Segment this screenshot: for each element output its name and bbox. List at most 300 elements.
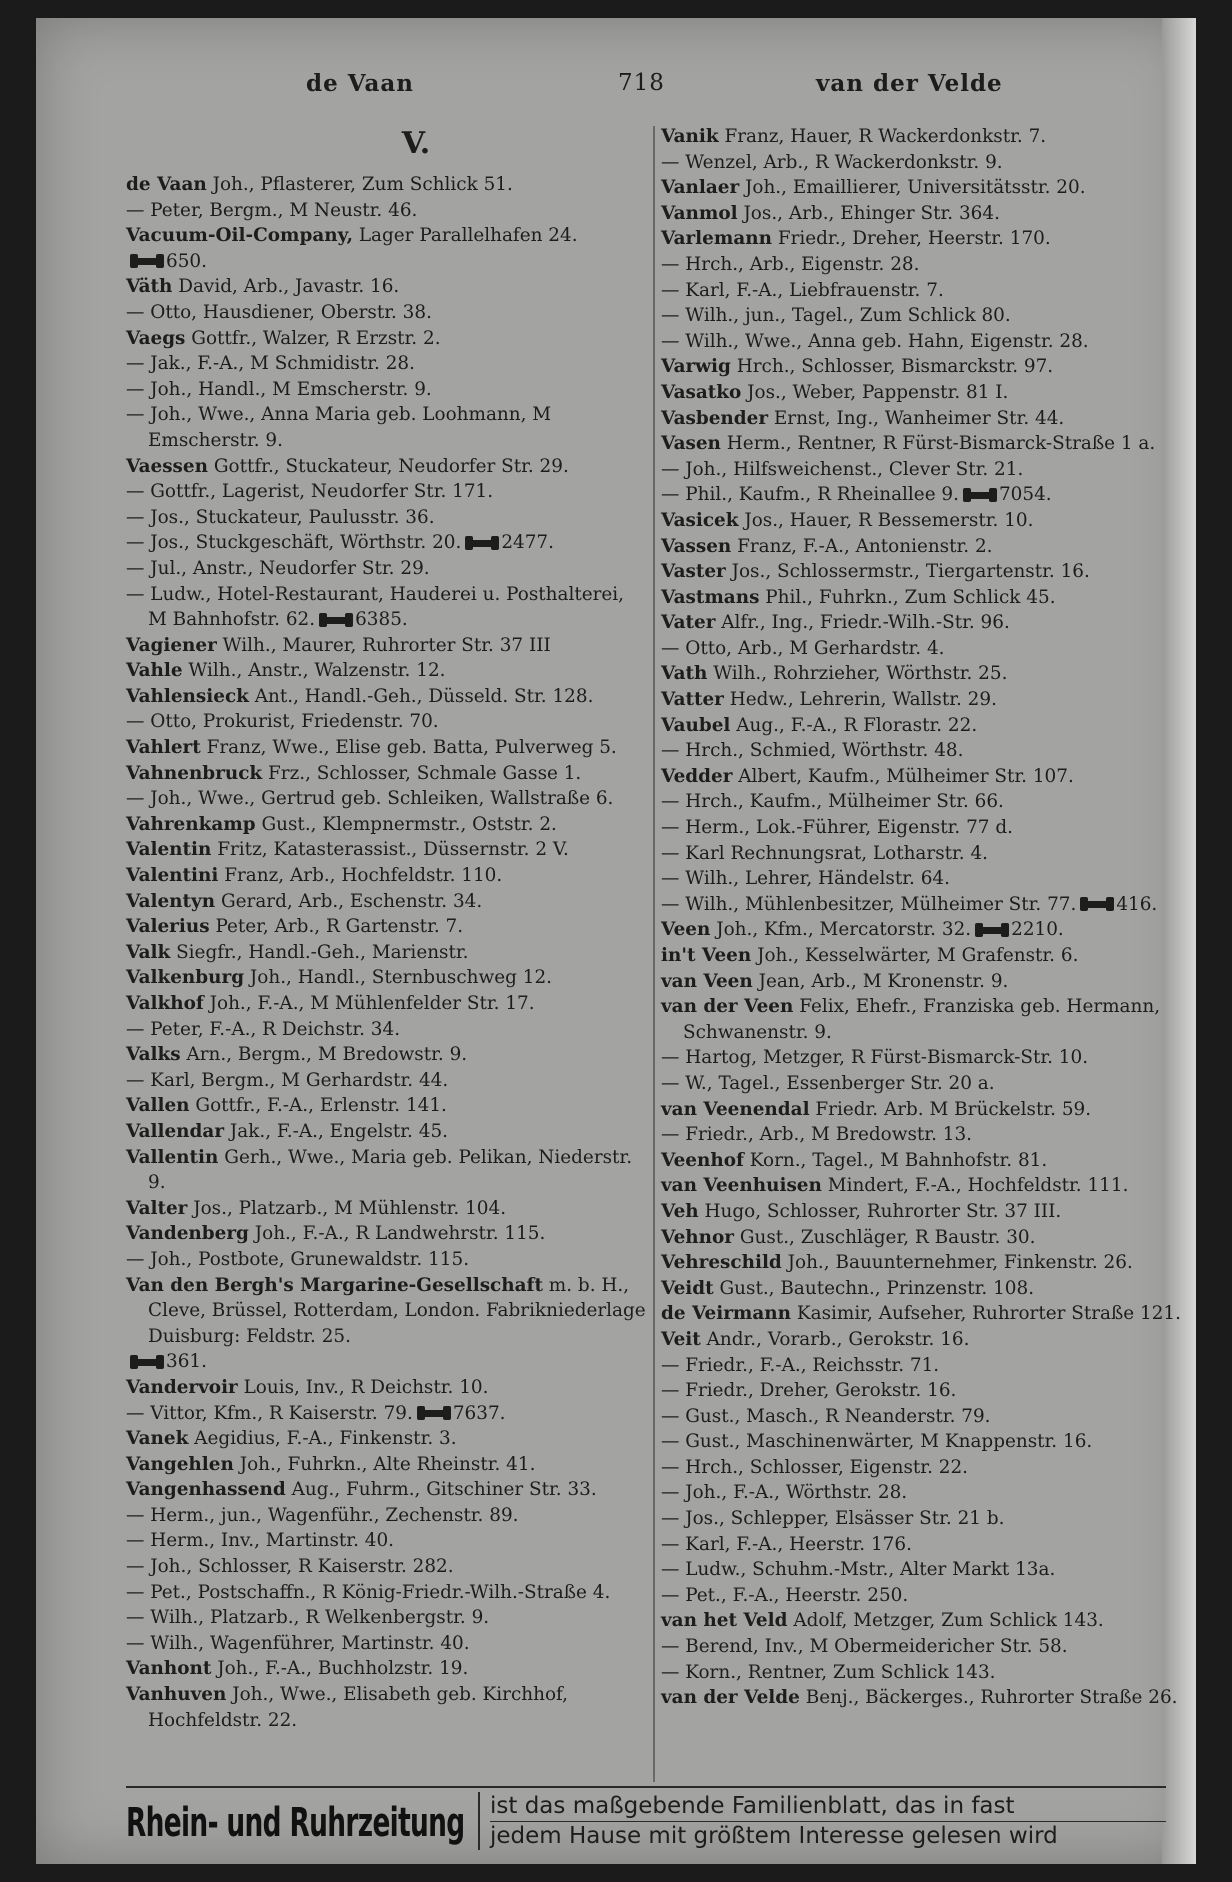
directory-entry: [126, 940, 646, 966]
entry-details: — Otto, Prokurist, Friedenstr. 70.: [126, 711, 439, 733]
entry-details: — Jos., Stuckateur, Paulusstr. 36.: [126, 506, 435, 528]
entry-surname: Vanmol: [661, 202, 738, 224]
entry-surname: Veh: [661, 1200, 699, 1222]
directory-entry: [126, 1119, 646, 1145]
directory-entry: [126, 1605, 646, 1631]
entry-details: Hugo, Schlosser, Ruhrorter Str. 37 III.: [698, 1200, 1062, 1222]
entry-surname: Valentini: [126, 865, 219, 887]
directory-entry: [126, 505, 646, 531]
entry-details: Franz, Arb., Hochfeldstr. 110.: [218, 865, 503, 887]
entry-details: David, Arb., Javastr. 16.: [172, 276, 400, 298]
entry-details: Franz, F.-A., Antonienstr. 2.: [731, 535, 993, 557]
directory-entry: [126, 249, 646, 275]
entry-details: — Karl, F.-A., Heerstr. 176.: [661, 1533, 912, 1555]
entry-details: — Friedr., Arb., M Bredowstr. 13.: [661, 1124, 973, 1146]
entry-details: — Wilh., jun., Tagel., Zum Schlick 80.: [661, 305, 1011, 327]
entry-details: Gerh., Wwe., Maria geb. Pelikan, Niederstr. 9.: [148, 1146, 633, 1194]
telephone-icon: [421, 1410, 447, 1417]
entry-details: Franz, Hauer, R Wackerdonkstr. 7.: [718, 126, 1047, 147]
directory-entry: [661, 687, 1181, 713]
entry-surname: Valkenburg: [126, 967, 245, 989]
entry-surname: van Veenhuisen: [661, 1175, 822, 1197]
directory-entry: [661, 610, 1181, 636]
directory-entry: [661, 738, 1181, 764]
directory-entry: [661, 278, 1181, 304]
entry-surname: Valentin: [126, 839, 212, 861]
directory-entry: [126, 1528, 646, 1554]
directory-entry: [661, 1685, 1181, 1711]
entry-details: Mindert, F.-A., Hochfeldstr. 111.: [821, 1175, 1129, 1197]
directory-entry: [126, 709, 646, 735]
entry-surname: Vasbender: [661, 407, 769, 429]
entry-details: — Friedr., Dreher, Gerokstr. 16.: [661, 1380, 957, 1402]
entry-surname: Vandenberg: [126, 1223, 249, 1245]
directory-entry: [126, 761, 646, 787]
entry-details: — Wilh., Platzarb., R Welkenbergstr. 9.: [126, 1607, 490, 1629]
entry-surname: Valter: [126, 1197, 188, 1219]
entry-details: Jos., Arb., Ehinger Str. 364.: [737, 202, 1000, 224]
entry-details: — W., Tagel., Essenberger Str. 20 a.: [661, 1072, 995, 1094]
entry-details: — Jos., Schlepper, Elsässer Str. 21 b.: [661, 1508, 1005, 1530]
entry-details: Gottfr., Walzer, R Erzstr. 2.: [185, 327, 441, 349]
entry-details: — Joh., Wwe., Gertrud geb. Schleiken, Wallstraße 6.: [126, 788, 614, 810]
entry-surname: Vanik: [661, 126, 719, 147]
entry-surname: Varlemann: [661, 228, 772, 250]
directory-entry: [661, 943, 1181, 969]
entry-surname: Vanhont: [126, 1658, 212, 1680]
directory-entry: [661, 252, 1181, 278]
entry-surname: Valkhof: [126, 993, 204, 1014]
telephone-icon: [134, 258, 160, 265]
entry-surname: Vaegs: [126, 327, 186, 349]
entry-surname: Valk: [126, 941, 171, 963]
entry-details: — Jul., Anstr., Neudorfer Str. 29.: [126, 557, 430, 579]
entry-details: — Herm., jun., Wagenführ., Zechenstr. 89.: [126, 1504, 519, 1526]
entry-surname: Vasatko: [661, 381, 742, 403]
advertisement-line-1: ist das maßgebende Familienblatt, das in fast: [490, 1793, 1015, 1819]
directory-entry: [126, 837, 646, 863]
entry-details: — Hrch., Schlosser, Eigenstr. 22.: [661, 1456, 969, 1478]
directory-entry: [661, 226, 1181, 252]
entry-details: — Ludw., Schuhm.-Mstr., Alter Markt 13a.: [661, 1559, 1056, 1581]
directory-entry: [126, 1042, 646, 1068]
directory-entry: [126, 684, 646, 710]
entry-surname: Vallentin: [126, 1146, 219, 1168]
entry-details: — Hrch., Schmied, Wörthstr. 48.: [661, 740, 964, 762]
entry-details: Jean, Arb., M Kronenstr. 9.: [752, 970, 1009, 992]
directory-entry: [661, 1173, 1181, 1199]
directory-entry: [661, 1353, 1181, 1379]
directory-entry: [126, 1375, 646, 1401]
directory-entry: [661, 1634, 1181, 1660]
entry-details: — Wilh., Mühlenbesitzer, Mülheimer Str. 77.: [661, 893, 1077, 915]
directory-entry: [126, 1017, 646, 1043]
entry-surname: Vanlaer: [661, 177, 740, 199]
directory-entry: [126, 351, 646, 377]
entry-surname: van Veen: [661, 970, 753, 992]
entry-details: — Hartog, Metzger, R Fürst-Bismarck-Str. 10.: [661, 1047, 1089, 1069]
entry-details: Phil., Fuhrkn., Zum Schlick 45.: [759, 586, 1056, 608]
directory-entry: [126, 1477, 646, 1503]
entry-surname: Vassen: [661, 535, 732, 557]
directory-entry: [661, 764, 1181, 790]
directory-entry: [661, 866, 1181, 892]
entry-details: — Joh., Wwe., Anna Maria geb. Loohmann, M Emscherstr. 9.: [126, 404, 552, 451]
entry-details: Kasimir, Aufseher, Ruhrorter Straße 121.: [791, 1303, 1181, 1325]
directory-entry: [126, 1221, 646, 1247]
directory-entry: [661, 1557, 1181, 1583]
directory-entry: [126, 991, 646, 1017]
entry-details: Peter, Arb., R Gartenstr. 7.: [209, 916, 464, 938]
entry-surname: Vahnenbruck: [126, 762, 263, 784]
entry-surname: Vedder: [661, 765, 733, 787]
directory-entry: [661, 1480, 1181, 1506]
right-column: [661, 124, 1181, 1711]
entry-details: Siegfr., Handl.-Geh., Marienstr.: [170, 941, 469, 963]
entry-details: Aug., F.-A., R Florastr. 22.: [730, 714, 978, 736]
entry-surname: Valentyn: [126, 890, 216, 912]
directory-entry: [661, 380, 1181, 406]
directory-page: [36, 18, 1196, 1864]
directory-entry: [661, 636, 1181, 662]
directory-entry: [661, 1429, 1181, 1455]
entry-details: — Joh., Schlosser, R Kaiserstr. 282.: [126, 1556, 454, 1578]
directory-entry: [126, 1145, 646, 1196]
directory-entry: [661, 1404, 1181, 1430]
entry-details: Joh., Fuhrkn., Alte Rheinstr. 41.: [233, 1453, 536, 1475]
directory-entry: [126, 223, 646, 249]
entry-details: Jos., Hauer, R Bessemerstr. 10.: [738, 509, 1034, 531]
entry-details: — Karl, F.-A., Liebfrauenstr. 7.: [661, 279, 944, 301]
page-number: 718: [618, 70, 665, 96]
directory-entry: [661, 457, 1181, 483]
directory-entry: [126, 530, 646, 556]
directory-entry: [126, 1093, 646, 1119]
entry-details: Hedw., Lehrerin, Wallstr. 29.: [723, 689, 997, 711]
directory-entry: [661, 1276, 1181, 1302]
entry-details: — Friedr., F.-A., Reichsstr. 71.: [661, 1354, 940, 1376]
entry-details: Adolf, Metzger, Zum Schlick 143.: [787, 1610, 1104, 1632]
telephone-number: 7054.: [998, 484, 1052, 506]
directory-entry: [126, 582, 646, 633]
entry-details: Wilh., Anstr., Walzenstr. 12.: [182, 660, 446, 682]
directory-entry: [126, 1452, 646, 1478]
entry-surname: Veenhof: [661, 1149, 744, 1171]
entry-surname: Vanek: [126, 1428, 189, 1450]
entry-details: Lager Parallelhafen 24.: [353, 225, 578, 247]
entry-details: — Joh., Hilfsweichenst., Clever Str. 21.: [661, 458, 1024, 480]
entry-surname: Vater: [661, 612, 716, 634]
telephone-number: 2210.: [1011, 919, 1064, 941]
left-entries: [126, 172, 646, 1733]
telephone-number: 416.: [1116, 893, 1158, 915]
directory-entry: [661, 1455, 1181, 1481]
entry-details: Friedr., Dreher, Heerstr. 170.: [772, 228, 1051, 250]
column-divider: [653, 126, 655, 1782]
entry-surname: de Veirmann: [661, 1303, 792, 1325]
entry-details: Joh., Handl., Sternbuschweg 12.: [244, 967, 552, 989]
directory-entry: [661, 1045, 1181, 1071]
telephone-icon: [979, 927, 1005, 934]
entry-details: — Hrch., Kaufm., Mülheimer Str. 66.: [661, 791, 1004, 813]
entry-details: Benj., Bäckerges., Ruhrorter Straße 26.: [799, 1687, 1178, 1709]
entry-surname: Vangenhassend: [126, 1479, 286, 1501]
directory-entry: [126, 326, 646, 352]
entry-details: — Gust., Masch., R Neanderstr. 79.: [661, 1405, 991, 1427]
entry-details: — Phil., Kaufm., R Rheinallee 9.: [661, 484, 959, 506]
entry-surname: Vallendar: [126, 1120, 225, 1142]
directory-entry: [661, 713, 1181, 739]
directory-entry: [661, 482, 1181, 508]
entry-details: — Joh., Handl., M Emscherstr. 9.: [126, 378, 432, 400]
entry-details: — Hrch., Arb., Eigenstr. 28.: [661, 253, 920, 275]
directory-entry: [126, 454, 646, 480]
directory-entry: [661, 1071, 1181, 1097]
directory-entry: [661, 994, 1181, 1045]
entry-details: — Wilh., Lehrer, Händelstr. 64.: [661, 868, 950, 890]
entry-surname: Vahle: [126, 660, 183, 682]
entry-details: — Berend, Inv., M Obermeidericher Str. 58.: [661, 1636, 1068, 1658]
entry-details: Joh., Pflasterer, Zum Schlick 51.: [206, 174, 513, 195]
directory-entry: [661, 1301, 1181, 1327]
running-header-right: van der Velde: [816, 70, 1003, 97]
directory-entry: [126, 633, 646, 659]
entry-surname: Vangehlen: [126, 1453, 234, 1475]
entry-details: Joh., F.-A., R Landwehrstr. 115.: [248, 1223, 546, 1245]
directory-entry: [126, 965, 646, 991]
entry-surname: Vehreschild: [661, 1252, 782, 1274]
directory-entry: [126, 914, 646, 940]
directory-entry: [661, 1199, 1181, 1225]
advertisement: [126, 1786, 1166, 1852]
entry-details: — Pet., F.-A., Heerstr. 250.: [661, 1584, 909, 1606]
entry-details: Fritz, Katasterassist., Düssernstr. 2 V.: [211, 839, 569, 861]
entry-details: — Wenzel, Arb., R Wackerdonkstr. 9.: [661, 151, 1003, 173]
section-letter: V.: [401, 126, 431, 161]
directory-entry: [661, 1148, 1181, 1174]
directory-entry: [126, 812, 646, 838]
directory-entry: [661, 815, 1181, 841]
entry-surname: in't Veen: [661, 945, 752, 966]
entry-surname: Van den Bergh's Margarine-Gesellschaft: [126, 1274, 543, 1296]
directory-entry: [661, 175, 1181, 201]
directory-entry: [661, 329, 1181, 355]
entry-details: 650.: [166, 250, 207, 272]
advertisement-line-2: jedem Hause mit größtem Interesse gelesen wird: [490, 1821, 1166, 1851]
entry-surname: Vallen: [126, 1095, 190, 1117]
entry-details: Albert, Kaufm., Mülheimer Str. 107.: [732, 765, 1074, 787]
telephone-icon: [469, 540, 495, 547]
entry-details: — Ludw., Hotel-Restaurant, Hauderei u. Posthalterei, M Bahnhofstr. 62.: [126, 583, 625, 631]
entry-surname: Vahlert: [126, 737, 201, 759]
entry-details: Jos., Weber, Pappenstr. 81 I.: [741, 381, 1009, 403]
directory-entry: [661, 917, 1181, 943]
directory-entry: [661, 1506, 1181, 1532]
entry-details: Jos., Platzarb., M Mühlenstr. 104.: [187, 1197, 507, 1219]
directory-entry: [661, 1660, 1181, 1686]
entry-details: Joh., F.-A., M Mühlenfelder Str. 17.: [203, 993, 535, 1014]
directory-entry: [126, 1554, 646, 1580]
directory-entry: [126, 479, 646, 505]
directory-entry: [126, 1273, 646, 1350]
entry-details: — Peter, F.-A., R Deichstr. 34.: [126, 1018, 401, 1040]
directory-entry: [661, 534, 1181, 560]
directory-entry: [126, 1656, 646, 1682]
directory-entry: [661, 1608, 1181, 1634]
directory-entry: [661, 303, 1181, 329]
directory-entry: [126, 198, 646, 224]
directory-entry: [661, 1250, 1181, 1276]
entry-surname: Vaessen: [126, 455, 208, 477]
directory-entry: [661, 585, 1181, 611]
entry-surname: Veit: [661, 1328, 701, 1350]
entry-details: — Joh., Postbote, Grunewaldstr. 115.: [126, 1248, 470, 1270]
entry-details: — Karl, Bergm., M Gerhardstr. 44.: [126, 1069, 449, 1091]
directory-entry: [126, 377, 646, 403]
entry-surname: Vasen: [661, 433, 721, 455]
entry-surname: Vandervoir: [126, 1376, 238, 1398]
directory-entry: [661, 1378, 1181, 1404]
directory-entry: [661, 1327, 1181, 1353]
directory-entry: [661, 892, 1181, 918]
entry-details: Jak., F.-A., Engelstr. 45.: [224, 1120, 448, 1142]
entry-details: — Wilh., Wagenführer, Martinstr. 40.: [126, 1632, 470, 1654]
entry-details: Frz., Schlosser, Schmale Gasse 1.: [262, 762, 582, 784]
entry-details: Gottfr., F.-A., Erlenstr. 141.: [189, 1095, 447, 1117]
entry-surname: Vatter: [661, 689, 724, 711]
entry-surname: Vahrenkamp: [126, 813, 256, 835]
entry-details: Franz, Wwe., Elise geb. Batta, Pulverweg 5.: [200, 737, 617, 759]
entry-details: — Jak., F.-A., M Schmidistr. 28.: [126, 353, 415, 375]
entry-details: Alfr., Ing., Friedr.-Wilh.-Str. 96.: [715, 612, 1010, 634]
directory-entry: [661, 559, 1181, 585]
entry-details: Arn., Bergm., M Bredowstr. 9.: [180, 1044, 468, 1066]
entry-details: — Karl Rechnungsrat, Lotharstr. 4.: [661, 842, 989, 864]
directory-entry: [661, 124, 1181, 150]
left-column: [126, 124, 646, 1733]
entry-details: — Korn., Rentner, Zum Schlick 143.: [661, 1661, 996, 1683]
entry-details: — Otto, Hausdiener, Oberstr. 38.: [126, 301, 432, 323]
directory-entry: [661, 661, 1181, 687]
advertisement-text: [478, 1792, 1166, 1850]
entry-details: — Otto, Arb., M Gerhardstr. 4.: [661, 637, 945, 659]
entry-details: Hrch., Schlosser, Bismarckstr. 97.: [730, 356, 1054, 378]
directory-entry: [126, 1580, 646, 1606]
telephone-icon: [134, 1359, 160, 1366]
telephone-number: 2477.: [501, 532, 554, 554]
entry-surname: Veen: [661, 919, 711, 941]
entry-details: — Pet., Postschaffn., R König-Friedr.-Wilh.-Straße 4.: [126, 1581, 611, 1603]
entry-details: Wilh., Maurer, Ruhrorter Str. 37 III: [216, 634, 551, 656]
entry-surname: Vacuum-Oil-Company,: [126, 225, 353, 247]
entry-surname: Vanhuven: [126, 1684, 227, 1706]
directory-entry: [126, 1426, 646, 1452]
entry-details: — Jos., Stuckgeschäft, Wörthstr. 20.: [126, 532, 462, 554]
entry-details: Gust., Klempnermstr., Oststr. 2.: [255, 813, 557, 835]
entry-surname: Vagiener: [126, 634, 217, 656]
directory-entry: [126, 889, 646, 915]
entry-details: Friedr. Arb. M Brückelstr. 59.: [809, 1098, 1092, 1120]
entry-surname: Vasicek: [661, 509, 739, 531]
entry-surname: van der Veen: [661, 996, 794, 1018]
directory-entry: [126, 1631, 646, 1657]
telephone-icon: [323, 617, 349, 624]
directory-entry: [661, 1225, 1181, 1251]
entry-details: Korn., Tagel., M Bahnhofstr. 81.: [743, 1149, 1048, 1171]
entry-surname: Valerius: [126, 916, 210, 938]
entry-details: m. b. H., Cleve, Brüssel, Rotterdam, London. Fabrikniederlage Duisburg: Feldstr. 25.: [148, 1274, 646, 1347]
directory-entry: [126, 1401, 646, 1427]
telephone-icon: [1084, 901, 1110, 908]
entry-details: — Peter, Bergm., M Neustr. 46.: [126, 199, 418, 221]
entry-details: Joh., Kesselwärter, M Grafenstr. 6.: [751, 945, 1079, 966]
entry-surname: Veidt: [661, 1277, 714, 1299]
entry-details: — Vittor, Kfm., R Kaiserstr. 79.: [126, 1402, 413, 1424]
entry-details: Herm., Rentner, R Fürst-Bismarck-Straße 1 a.: [720, 433, 1156, 455]
directory-entry: [126, 1503, 646, 1529]
entry-details: Jos., Schlossermstr., Tiergartenstr. 16.: [725, 561, 1090, 583]
directory-entry: [126, 300, 646, 326]
entry-surname: Vath: [661, 663, 708, 685]
entry-details: Gottfr., Stuckateur, Neudorfer Str. 29.: [207, 455, 569, 477]
directory-entry: [126, 274, 646, 300]
telephone-icon: [967, 492, 993, 499]
telephone-number: 6385.: [355, 609, 408, 631]
entry-details: — Gust., Maschinenwärter, M Knappenstr. 16.: [661, 1431, 1093, 1453]
directory-entry: [661, 1122, 1181, 1148]
directory-entry: [661, 354, 1181, 380]
entry-surname: van Veenendal: [661, 1098, 810, 1120]
entry-surname: van het Veld: [661, 1610, 788, 1632]
entry-surname: Varwig: [661, 356, 731, 378]
entry-surname: Valks: [126, 1044, 181, 1066]
entry-surname: van der Velde: [661, 1687, 800, 1709]
entry-details: Gust., Zuschläger, R Baustr. 30.: [733, 1226, 1036, 1248]
entry-details: Aegidius, F.-A., Finkenstr. 3.: [188, 1428, 457, 1450]
entry-details: Joh., F.-A., Buchholzstr. 19.: [211, 1658, 469, 1680]
directory-entry: [126, 556, 646, 582]
entry-details: — Herm., Lok.-Führer, Eigenstr. 77 d.: [661, 817, 1013, 839]
directory-entry: [661, 969, 1181, 995]
newspaper-logo: Rhein- und Ruhrzeitung: [126, 1800, 465, 1846]
entry-details: — Herm., Inv., Martinstr. 40.: [126, 1530, 395, 1552]
running-header-left: de Vaan: [306, 70, 414, 97]
entry-details: 361.: [166, 1351, 207, 1373]
directory-entry: [126, 1682, 646, 1733]
directory-entry: [126, 786, 646, 812]
entry-surname: Vaubel: [661, 714, 731, 736]
directory-entry: [126, 658, 646, 684]
directory-entry: [126, 863, 646, 889]
directory-entry: [661, 150, 1181, 176]
entry-details: Andr., Vorarb., Gerokstr. 16.: [700, 1328, 970, 1350]
entry-details: Wilh., Rohrzieher, Wörthstr. 25.: [707, 663, 1008, 685]
directory-entry: [661, 1532, 1181, 1558]
entry-details: — Joh., F.-A., Wörthstr. 28.: [661, 1482, 908, 1504]
directory-entry: [126, 172, 646, 198]
entry-details: Aug., Fuhrm., Gitschiner Str. 33.: [285, 1479, 597, 1501]
directory-entry: [661, 406, 1181, 432]
entry-details: Joh., Kfm., Mercatorstr. 32.: [710, 919, 972, 941]
entry-details: Joh., Emaillierer, Universitätsstr. 20.: [739, 177, 1086, 199]
entry-surname: Vehnor: [661, 1226, 734, 1248]
entry-details: Ernst, Ing., Wanheimer Str. 44.: [768, 407, 1065, 429]
directory-entry: [661, 841, 1181, 867]
entry-surname: Vaster: [661, 561, 726, 583]
entry-surname: Vahlensieck: [126, 685, 249, 707]
entry-details: Joh., Wwe., Elisabeth geb. Kirchhof, Hochfeldstr. 22.: [148, 1684, 569, 1731]
directory-entry: [126, 402, 646, 453]
